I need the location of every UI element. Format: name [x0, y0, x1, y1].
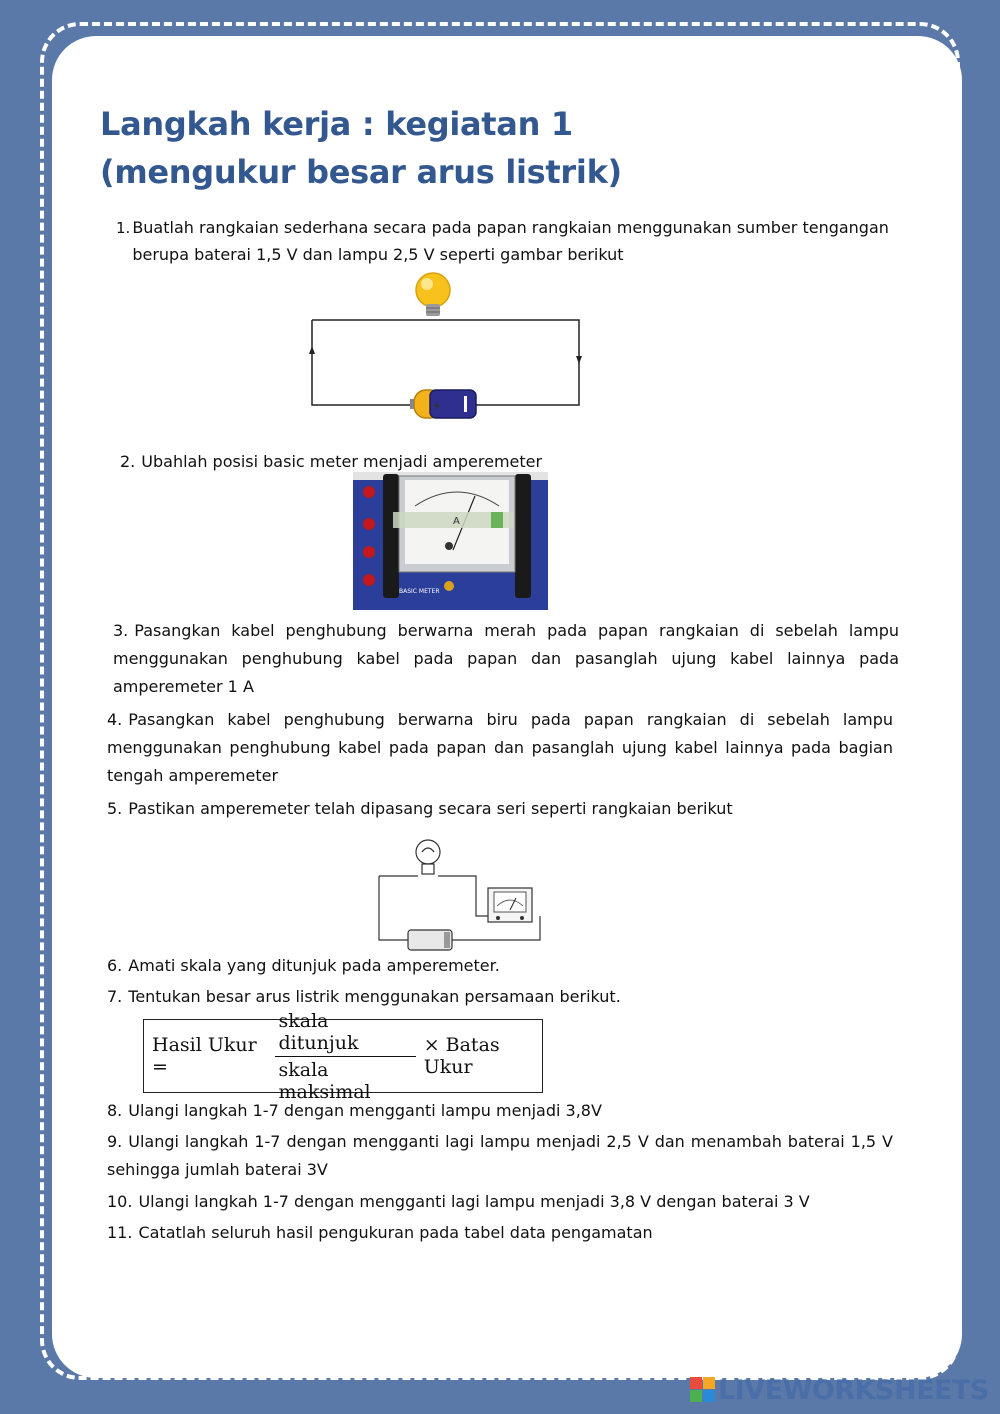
- brand-name: LIVEWORKSHEETS: [718, 1374, 989, 1406]
- step-5-text: Pastikan amperemeter telah dipasang secara seri seperti rangkaian berikut: [128, 799, 733, 818]
- step-8-text: Ulangi langkah 1-7 dengan mengganti lampu menjadi 3,8V: [128, 1101, 602, 1120]
- meter-panel-label: BASIC METER: [399, 588, 440, 595]
- step-5-number: 5.: [107, 799, 123, 818]
- liveworksheets-brand[interactable]: [690, 1374, 989, 1406]
- battery-icon: [410, 390, 476, 418]
- formula-lhs: Hasil Ukur =: [152, 1034, 257, 1078]
- ammeter-icon: [488, 888, 532, 922]
- formula-rhs: × Batas Ukur: [423, 1034, 500, 1078]
- title-line-2: (mengukur besar arus listrik): [100, 153, 622, 191]
- step-4-number: 4.: [107, 710, 123, 729]
- step-10-number: 10.: [107, 1192, 133, 1211]
- step-10: [107, 1188, 907, 1216]
- battery-plus-label: +: [432, 399, 442, 412]
- formula-numerator: skala ditunjuk: [275, 1010, 416, 1057]
- step-11-number: 11.: [107, 1223, 133, 1242]
- simple-circuit-figure: [300, 266, 600, 426]
- step-1: [116, 214, 906, 268]
- step-3: [113, 617, 899, 701]
- step-4: [107, 706, 893, 790]
- current-formula-box: [143, 1009, 543, 1103]
- step-6: [107, 952, 897, 980]
- title-line-1: Langkah kerja : kegiatan 1: [100, 105, 573, 143]
- step-11: [107, 1219, 897, 1247]
- step-7-number: 7.: [107, 987, 123, 1006]
- step-5: [107, 795, 897, 823]
- battery-icon: [408, 930, 452, 950]
- step-3-number: 3.: [113, 621, 129, 640]
- light-bulb-icon: [416, 273, 450, 316]
- step-9: [107, 1128, 893, 1184]
- step-2-number: 2.: [120, 452, 136, 471]
- step-2-text: Ubahlah posisi basic meter menjadi amperemeter: [141, 452, 543, 471]
- bulb-icon: [416, 840, 440, 874]
- step-1-number: 1.: [116, 219, 131, 237]
- basic-meter-photo: [353, 472, 548, 610]
- formula-fraction: [275, 1010, 416, 1103]
- step-3-text: Pasangkan kabel penghubung berwarna merah pada papan rangkaian di sebelah lampu menggunakan penghubung kabel pada papan dan pasanglah ujung kabel lainnya pada amperemeter 1 A: [113, 621, 899, 696]
- step-1-text: Buatlah rangkaian sederhana secara pada papan rangkaian menggunakan sumber tengangan berupa baterai 1,5 V dan lampu 2,5 V seperti gambar berikut: [132, 218, 889, 264]
- liveworksheets-logo-icon: [690, 1377, 716, 1403]
- step-7-text: Tentukan besar arus listrik menggunakan persamaan berikut.: [128, 987, 621, 1006]
- step-6-text: Amati skala yang ditunjuk pada amperemeter.: [128, 956, 500, 975]
- step-9-number: 9.: [107, 1132, 123, 1151]
- step-6-number: 6.: [107, 956, 123, 975]
- step-11-text: Catatlah seluruh hasil pengukuran pada tabel data pengamatan: [138, 1223, 653, 1242]
- step-9-text: Ulangi langkah 1-7 dengan mengganti lagi lampu menjadi 2,5 V dan menambah baterai 1,5 V sehingga jumlah baterai 3V: [107, 1132, 893, 1179]
- step-8-number: 8.: [107, 1101, 123, 1120]
- step-7: [107, 983, 897, 1011]
- step-10-text: Ulangi langkah 1-7 dengan mengganti lagi lampu menjadi 3,8 V dengan baterai 3 V: [138, 1192, 810, 1211]
- formula-denominator: skala maksimal: [278, 1058, 371, 1103]
- meter-a-label: A: [453, 516, 460, 527]
- series-circuit-figure: [370, 832, 566, 954]
- step-8: [107, 1097, 897, 1125]
- step-4-text: Pasangkan kabel penghubung berwarna biru pada papan rangkaian di sebelah lampu menggunakan penghubung kabel pada papan dan pasanglah ujung kabel lainnya pada bagian tengah amperemeter: [107, 710, 893, 785]
- page-title: [100, 100, 622, 196]
